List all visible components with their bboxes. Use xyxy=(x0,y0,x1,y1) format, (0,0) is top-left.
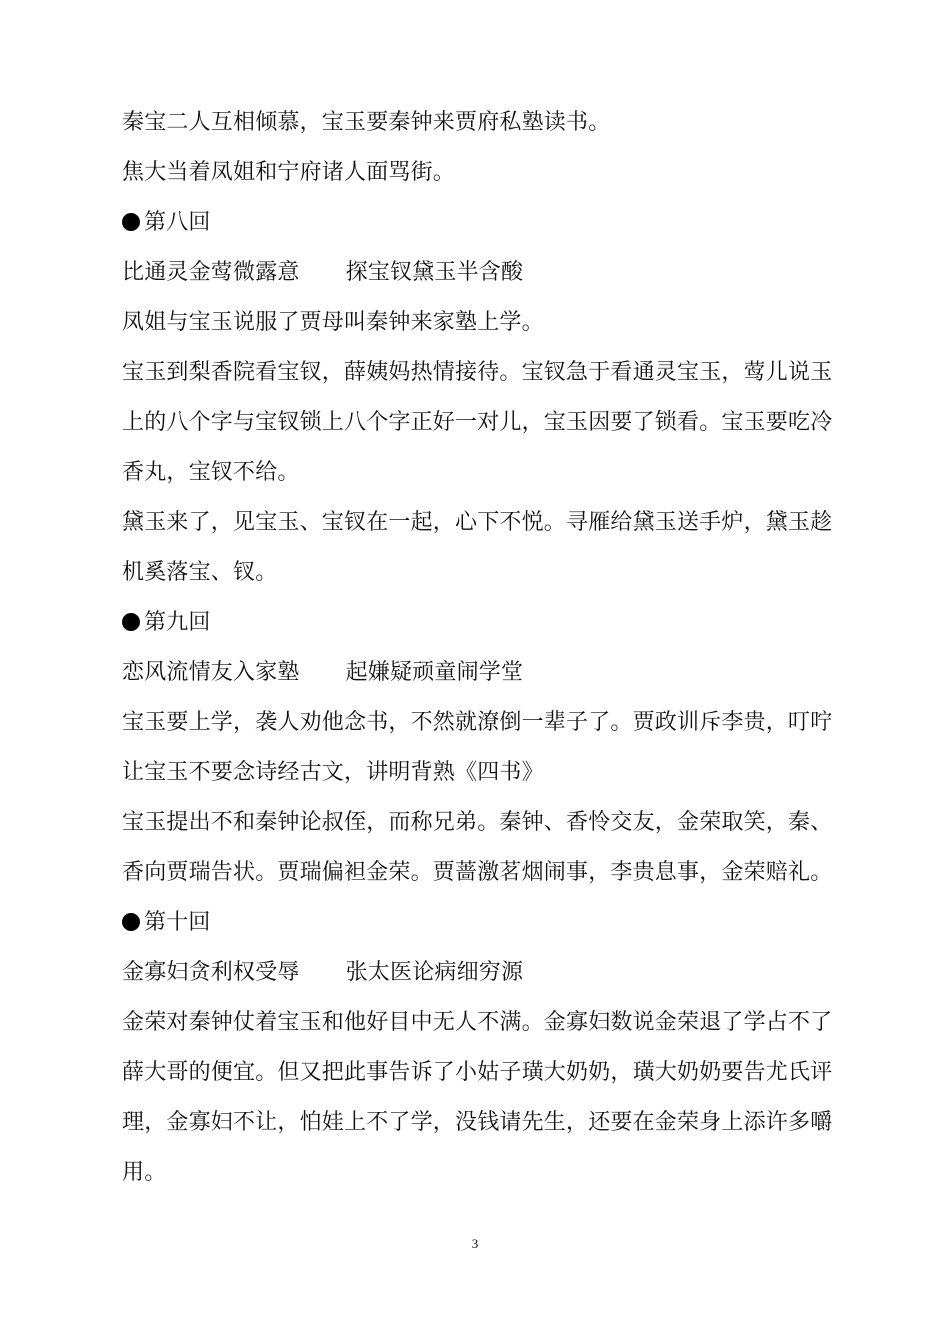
paragraph-line: 香向贾瑞告状。贾瑞偏袒金荣。贾蔷激茗烟闹事，李贵息事，金荣赔礼。 xyxy=(122,860,833,885)
paragraph-line: 理，金寡妇不让，怕娃上不了学，没钱请先生，还要在金荣身上添许多嚼 xyxy=(122,1110,833,1135)
paragraph-line: 用。 xyxy=(122,1160,167,1185)
paragraph-line: 机奚落宝、钗。 xyxy=(122,560,278,585)
chapter-title-part-1: 金寡妇贪利权受辱 xyxy=(122,960,300,985)
document-body xyxy=(122,98,838,1198)
paragraph-line: 薛大哥的便宜。但又把此事告诉了小姑子璜大奶奶，璜大奶奶要告尤氏评 xyxy=(122,1060,833,1085)
bullet-icon xyxy=(122,213,140,231)
bullet-icon xyxy=(122,613,140,631)
paragraph-line: 香丸，宝钗不给。 xyxy=(122,460,300,485)
chapter-title-part-2: 探宝钗黛玉半含酸 xyxy=(345,260,524,285)
chapter-title-part-2: 起嫌疑顽童闹学堂 xyxy=(345,660,524,685)
chapter-heading xyxy=(122,198,838,248)
chapter-heading-text: 第十回 xyxy=(144,910,211,935)
page-number: 3 xyxy=(471,1236,479,1251)
paragraph-line: 宝玉提出不和秦钟论叔侄，而称兄弟。秦钟、香怜交友，金荣取笑，秦、 xyxy=(122,810,833,835)
paragraph-line: 焦大当着凤姐和宁府诸人面骂街。 xyxy=(122,160,456,185)
chapter-heading xyxy=(122,898,838,948)
chapter-title xyxy=(122,648,838,698)
chapter-title xyxy=(122,248,838,298)
paragraph-line: 凤姐与宝玉说服了贾母叫秦钟来家塾上学。 xyxy=(122,310,544,335)
paragraph-line: 宝玉要上学，袭人劝他念书，不然就潦倒一辈子了。贾政训斥李贵，叮咛 xyxy=(122,710,833,735)
paragraph-line: 黛玉来了，见宝玉、宝钗在一起，心下不悦。寻雁给黛玉送手炉，黛玉趁 xyxy=(122,510,833,535)
chapter-title xyxy=(122,948,838,998)
chapter-title-part-1: 比通灵金莺微露意 xyxy=(122,260,300,285)
paragraph-line: 金荣对秦钟仗着宝玉和他好目中无人不满。金寡妇数说金荣退了学占不了 xyxy=(122,1010,833,1035)
chapter-title-part-1: 恋风流情友入家塾 xyxy=(122,660,300,685)
chapter-heading-text: 第九回 xyxy=(144,610,211,635)
chapter-heading-text: 第八回 xyxy=(144,210,211,235)
paragraph-line: 让宝玉不要念诗经古文，讲明背熟《四书》 xyxy=(122,760,544,785)
bullet-icon xyxy=(122,913,140,931)
paragraph-line: 秦宝二人互相倾慕，宝玉要秦钟来贾府私塾读书。 xyxy=(122,110,611,135)
paragraph-line: 宝玉到梨香院看宝钗，薛姨妈热情接待。宝钗急于看通灵宝玉，莺儿说玉 xyxy=(122,360,833,385)
chapter-heading xyxy=(122,598,838,648)
chapter-title-part-2: 张太医论病细穷源 xyxy=(345,960,524,985)
paragraph-line: 上的八个字与宝钗锁上八个字正好一对儿，宝玉因要了锁看。宝玉要吃冷 xyxy=(122,410,833,435)
